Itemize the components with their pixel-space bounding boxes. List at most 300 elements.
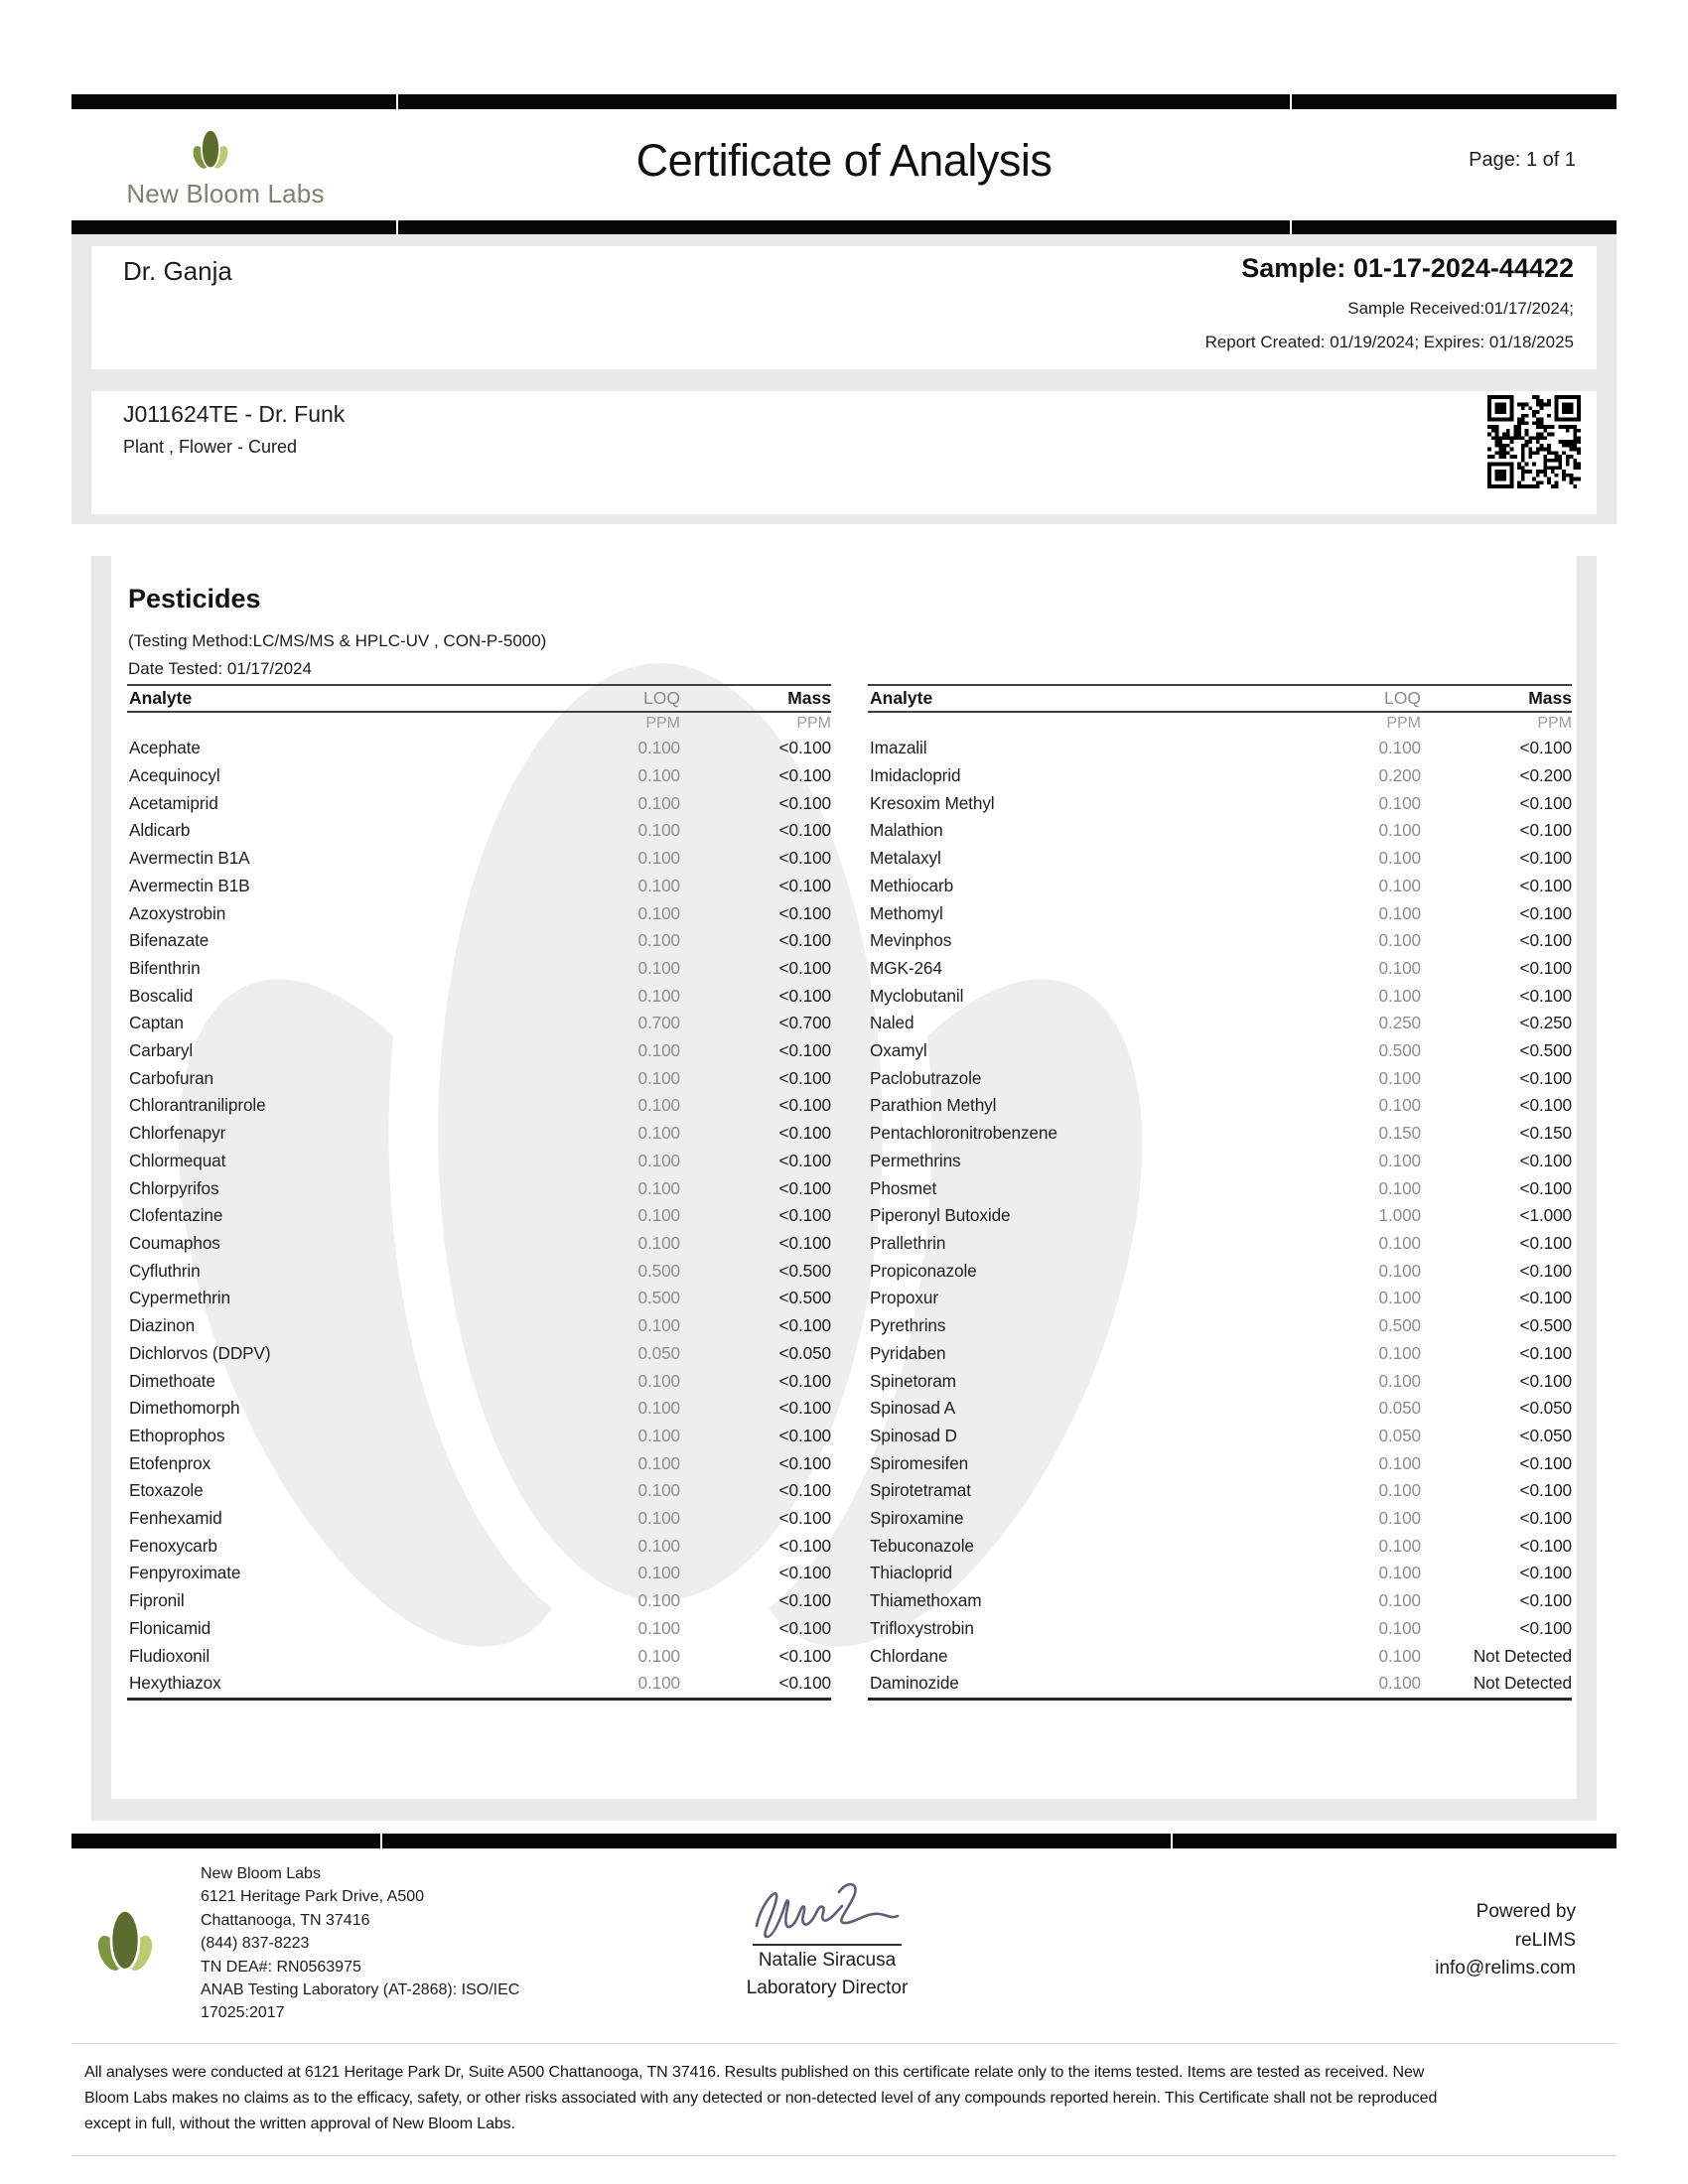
- mass-cell: <0.100: [778, 1617, 831, 1638]
- pesticide-table-right: [868, 684, 1572, 1701]
- analyte-cell: Daminozide: [870, 1673, 959, 1694]
- mass-cell: <0.100: [778, 985, 831, 1006]
- mass-cell: <0.100: [778, 902, 831, 923]
- analyte-cell: Tebuconazole: [870, 1535, 974, 1556]
- mass-cell: <0.100: [778, 848, 831, 869]
- table-row: [127, 817, 831, 845]
- analyte-cell: Ethoprophos: [129, 1425, 225, 1445]
- mass-cell: <0.500: [778, 1260, 831, 1281]
- mass-cell: <0.100: [778, 1315, 831, 1336]
- divider-segment: [398, 220, 1291, 234]
- pesticide-table-left-body: [127, 735, 831, 1701]
- table-row: [127, 1230, 831, 1258]
- table-row: [868, 1423, 1572, 1450]
- loq-cell: 0.100: [1378, 1233, 1421, 1253]
- disclaimer: [71, 2043, 1617, 2156]
- analyte-cell: Cypermethrin: [129, 1288, 230, 1308]
- analyte-cell: Chlorpyrifos: [129, 1177, 219, 1198]
- mass-cell: <0.100: [778, 1590, 831, 1611]
- analyte-cell: Dimethomorph: [129, 1398, 240, 1419]
- mass-cell: <0.100: [1519, 957, 1572, 978]
- lab-info-line: (844) 837-8223: [201, 1935, 310, 1953]
- analyte-cell: Propoxur: [870, 1288, 938, 1308]
- analyte-cell: Fenhexamid: [129, 1508, 222, 1529]
- table-row: [127, 1615, 831, 1643]
- signer-name: Natalie Siracusa: [758, 1950, 897, 1971]
- mass-cell: <0.100: [778, 738, 831, 758]
- table-row: [868, 1367, 1572, 1395]
- table-row: [127, 1148, 831, 1175]
- analyte-cell: Avermectin B1B: [129, 875, 250, 895]
- analyte-cell: Fenoxycarb: [129, 1535, 217, 1556]
- analyte-cell: Oxamyl: [870, 1040, 927, 1061]
- loq-cell: 0.100: [1378, 1645, 1421, 1666]
- loq-cell: 0.050: [1378, 1398, 1421, 1419]
- loq-cell: 0.100: [637, 1067, 680, 1088]
- mass-cell: <0.100: [778, 1370, 831, 1391]
- mass-cell: <0.100: [1519, 1067, 1572, 1088]
- loq-cell: 0.100: [1378, 1535, 1421, 1556]
- loq-cell: 0.100: [637, 765, 680, 786]
- analyte-cell: Methiocarb: [870, 875, 954, 895]
- loq-cell: 0.100: [637, 1205, 680, 1226]
- loq-cell: 0.100: [637, 1123, 680, 1144]
- table-row: [868, 1148, 1572, 1175]
- table-row: [127, 927, 831, 955]
- sample-id-name: J011624TE - Dr. Funk: [123, 401, 346, 427]
- table-row: [868, 1202, 1572, 1230]
- table-units-row: [868, 713, 1572, 735]
- table-row: [127, 1560, 831, 1587]
- disclaimer-line: All analyses were conducted at 6121 Heritage Park Dr, Suite A500 Chattanooga, TN 37416. Results published on this certificate relate only to the items tested. Items are tested as received. New: [84, 2064, 1425, 2081]
- analyte-cell: Mevinphos: [870, 930, 952, 951]
- table-row: [127, 1257, 831, 1285]
- table-row: [868, 735, 1572, 762]
- signature-handwriting: [749, 1878, 904, 1944]
- loq-cell: 0.100: [637, 1535, 680, 1556]
- unit-ppm: PPM: [1386, 715, 1421, 732]
- table-row: [127, 1120, 831, 1148]
- section-frame-right: [1577, 556, 1597, 1799]
- lab-info-line: 6121 Heritage Park Drive, A500: [201, 1888, 425, 1906]
- analyte-cell: Pyridaben: [870, 1342, 946, 1363]
- analyte-cell: Paclobutrazole: [870, 1067, 982, 1088]
- analyte-cell: Propiconazole: [870, 1260, 977, 1281]
- loq-cell: 0.200: [1378, 765, 1421, 786]
- analyte-cell: Imidacloprid: [870, 765, 961, 786]
- pesticide-table-left: [127, 684, 831, 1701]
- loq-cell: 0.100: [637, 985, 680, 1006]
- analyte-cell: Piperonyl Butoxide: [870, 1205, 1011, 1226]
- mass-cell: <0.100: [1519, 738, 1572, 758]
- loq-cell: 0.100: [1378, 1067, 1421, 1088]
- mass-cell: <0.100: [1519, 1590, 1572, 1611]
- mass-cell: <0.700: [778, 1013, 831, 1033]
- table-row: [868, 1560, 1572, 1587]
- analyte-cell: Permethrins: [870, 1150, 961, 1170]
- loq-cell: 0.100: [637, 1177, 680, 1198]
- mass-cell: <0.100: [778, 820, 831, 841]
- mass-cell: <0.100: [1519, 1150, 1572, 1170]
- table-row: [127, 899, 831, 927]
- table-row: [127, 1202, 831, 1230]
- loq-cell: 0.150: [1378, 1123, 1421, 1144]
- analyte-cell: Chlormequat: [129, 1150, 226, 1170]
- analyte-cell: Avermectin B1A: [129, 848, 250, 869]
- table-row: [868, 1230, 1572, 1258]
- table-row: [868, 1395, 1572, 1423]
- mass-cell: <0.150: [1519, 1123, 1572, 1144]
- analyte-cell: Chlordane: [870, 1645, 948, 1666]
- mass-cell: <0.200: [1519, 765, 1572, 786]
- lab-info-line: New Bloom Labs: [201, 1865, 321, 1882]
- mass-cell: <0.100: [1519, 792, 1572, 813]
- loq-cell: 0.100: [637, 1590, 680, 1611]
- table-row: [127, 1339, 831, 1367]
- pesticide-table-right-body: [868, 735, 1572, 1701]
- unit-ppm: PPM: [796, 715, 831, 732]
- analyte-cell: Carbofuran: [129, 1067, 213, 1088]
- loq-cell: 0.100: [1378, 1480, 1421, 1501]
- table-row: [868, 1010, 1572, 1037]
- mass-cell: <0.100: [778, 792, 831, 813]
- analyte-cell: Fludioxonil: [129, 1645, 211, 1666]
- analyte-cell: Bifenthrin: [129, 957, 201, 978]
- loq-cell: 0.100: [1378, 1177, 1421, 1198]
- mass-cell: <0.100: [778, 1425, 831, 1445]
- top-divider-bar: [71, 94, 1617, 109]
- loq-cell: 0.100: [637, 1233, 680, 1253]
- report-created-expires: Report Created: 01/19/2024; Expires: 01/18/2025: [1204, 333, 1574, 351]
- analyte-cell: Thiacloprid: [870, 1563, 952, 1583]
- mass-cell: <0.100: [1519, 1288, 1572, 1308]
- sample-number: Sample: 01-17-2024-44422: [1241, 253, 1574, 283]
- loq-cell: 0.100: [637, 902, 680, 923]
- table-row: [868, 955, 1572, 983]
- table-row: [127, 1037, 831, 1065]
- table-row: [868, 982, 1572, 1010]
- analyte-cell: Myclobutanil: [870, 985, 964, 1006]
- mass-cell: <0.050: [1519, 1398, 1572, 1419]
- mass-cell: <0.100: [778, 1150, 831, 1170]
- table-row: [127, 1312, 831, 1340]
- analyte-cell: Spirotetramat: [870, 1480, 971, 1501]
- table-row: [868, 1174, 1572, 1202]
- table-row: [868, 1670, 1572, 1698]
- analyte-cell: Acetamiprid: [129, 792, 218, 813]
- loq-cell: 0.100: [637, 1095, 680, 1116]
- table-row: [127, 982, 831, 1010]
- powered-by-email: info@relims.com: [1435, 1958, 1576, 1979]
- mass-cell: <0.100: [778, 1535, 831, 1556]
- powered-by-brand: reLIMS: [1514, 1929, 1576, 1951]
- loq-cell: 0.100: [1378, 1673, 1421, 1694]
- analyte-cell: Acequinocyl: [129, 765, 220, 786]
- mass-cell: <0.100: [1519, 1617, 1572, 1638]
- loq-cell: 0.500: [1378, 1040, 1421, 1061]
- mass-cell: <0.100: [1519, 1342, 1572, 1363]
- divider-segment: [1292, 94, 1617, 109]
- col-loq: LOQ: [1384, 688, 1421, 708]
- mass-cell: <0.100: [1519, 1260, 1572, 1281]
- mass-cell: <0.100: [1519, 1480, 1572, 1501]
- loq-cell: 0.700: [637, 1013, 680, 1033]
- table-row: [127, 1532, 831, 1560]
- analyte-cell: Flonicamid: [129, 1617, 211, 1638]
- brand-name: New Bloom Labs: [126, 179, 325, 208]
- loq-cell: 0.100: [637, 1452, 680, 1473]
- analyte-cell: Clofentazine: [129, 1205, 223, 1226]
- mass-cell: <0.100: [778, 1452, 831, 1473]
- divider-segment: [71, 220, 396, 234]
- mass-cell: <0.100: [1519, 875, 1572, 895]
- loq-cell: 0.100: [1378, 930, 1421, 951]
- loq-cell: 0.100: [637, 1617, 680, 1638]
- col-analyte: Analyte: [870, 688, 933, 708]
- unit-ppm: PPM: [1537, 715, 1572, 732]
- loq-cell: 0.250: [1378, 1013, 1421, 1033]
- analyte-cell: Malathion: [870, 820, 943, 841]
- lab-info-line: TN DEA#: RN0563975: [201, 1958, 361, 1976]
- mass-cell: <0.100: [778, 1673, 831, 1694]
- analyte-cell: Methomyl: [870, 902, 943, 923]
- divider-segment: [382, 1834, 1171, 1848]
- table-row: [868, 1642, 1572, 1670]
- table-row: [127, 735, 831, 762]
- table-row: [127, 762, 831, 790]
- table-header: [127, 684, 831, 713]
- table-row: [868, 1312, 1572, 1340]
- mass-cell: <0.100: [1519, 1452, 1572, 1473]
- analyte-cell: Fenpyroximate: [129, 1563, 241, 1583]
- table-row: [868, 873, 1572, 900]
- mass-cell: <0.100: [778, 765, 831, 786]
- loq-cell: 0.100: [637, 1040, 680, 1061]
- mass-cell: <0.100: [778, 1645, 831, 1666]
- mass-cell: <0.500: [778, 1288, 831, 1308]
- analyte-cell: Metalaxyl: [870, 848, 941, 869]
- lab-info-line: 17025:2017: [201, 2004, 285, 2022]
- loq-cell: 0.100: [637, 1150, 680, 1170]
- table-row: [127, 1505, 831, 1533]
- analyte-cell: Etoxazole: [129, 1480, 204, 1501]
- mass-cell: <0.100: [1519, 848, 1572, 869]
- mass-cell: <0.250: [1519, 1013, 1572, 1033]
- mass-cell: Not Detected: [1473, 1645, 1572, 1666]
- loq-cell: 0.100: [637, 1315, 680, 1336]
- analyte-cell: Hexythiazox: [129, 1673, 221, 1694]
- divider-segment: [71, 1834, 380, 1848]
- mass-cell: <0.100: [1519, 820, 1572, 841]
- loq-cell: 0.100: [637, 848, 680, 869]
- mass-cell: <0.100: [778, 1040, 831, 1061]
- table-row: [868, 1037, 1572, 1065]
- loq-cell: 0.100: [637, 820, 680, 841]
- loq-cell: 0.500: [637, 1260, 680, 1281]
- analyte-cell: Thiamethoxam: [870, 1590, 982, 1611]
- analyte-cell: Chlorfenapyr: [129, 1123, 226, 1144]
- mass-cell: <1.000: [1519, 1205, 1572, 1226]
- analyte-cell: Chlorantraniliprole: [129, 1095, 266, 1116]
- loq-cell: 0.100: [637, 1398, 680, 1419]
- mid-divider-bar: [71, 220, 1617, 234]
- table-row: [868, 899, 1572, 927]
- client-name: Dr. Ganja: [123, 256, 232, 286]
- table-row: [868, 1339, 1572, 1367]
- table-row: [868, 927, 1572, 955]
- sample-matrix: Plant , Flower - Cured: [123, 437, 298, 457]
- testing-method: (Testing Method:LC/MS/MS & HPLC-UV , CON-P-5000): [128, 631, 547, 650]
- qr-code: [1487, 395, 1581, 488]
- table-row: [127, 1395, 831, 1423]
- loq-cell: 0.100: [1378, 875, 1421, 895]
- table-header: [868, 684, 1572, 713]
- disclaimer-line: Bloom Labs makes no claims as to the efficacy, safety, or other risks associated with any detected or non-detected level of any compounds reported herein. This Certificate shall not be reproduced: [84, 2090, 1438, 2107]
- analyte-cell: Captan: [129, 1013, 184, 1033]
- powered-by-block: [1435, 1898, 1576, 1983]
- mass-cell: <0.100: [778, 1123, 831, 1144]
- mass-cell: <0.050: [778, 1342, 831, 1363]
- analyte-cell: Bifenazate: [129, 930, 210, 951]
- mass-cell: <0.050: [1519, 1425, 1572, 1445]
- table-row: [868, 817, 1572, 845]
- loq-cell: 0.100: [1378, 1260, 1421, 1281]
- divider-segment: [71, 94, 396, 109]
- table-row: [868, 1285, 1572, 1312]
- mass-cell: <0.100: [1519, 985, 1572, 1006]
- loq-cell: 0.500: [637, 1288, 680, 1308]
- table-row: [127, 1449, 831, 1477]
- loq-cell: 0.100: [1378, 1150, 1421, 1170]
- loq-cell: 0.100: [637, 1425, 680, 1445]
- lab-contact-info: [201, 1862, 519, 2025]
- loq-cell: 0.100: [637, 792, 680, 813]
- loq-cell: 0.100: [1378, 1095, 1421, 1116]
- table-row: [127, 1285, 831, 1312]
- mass-cell: <0.100: [778, 930, 831, 951]
- table-row: [127, 955, 831, 983]
- table-row: [868, 1257, 1572, 1285]
- mass-cell: <0.100: [1519, 1563, 1572, 1583]
- mass-cell: <0.100: [778, 1205, 831, 1226]
- mass-cell: <0.100: [1519, 1233, 1572, 1253]
- date-tested: Date Tested: 01/17/2024: [128, 659, 312, 678]
- loq-cell: 0.100: [637, 1508, 680, 1529]
- loq-cell: 0.500: [1378, 1315, 1421, 1336]
- analyte-cell: Fipronil: [129, 1590, 185, 1611]
- loq-cell: 0.050: [1378, 1425, 1421, 1445]
- analyte-cell: Cyfluthrin: [129, 1260, 201, 1281]
- loq-cell: 0.100: [637, 1673, 680, 1694]
- analyte-cell: Phosmet: [870, 1177, 937, 1198]
- powered-by-label: Powered by: [1476, 1901, 1576, 1922]
- loq-cell: 0.100: [637, 1645, 680, 1666]
- mass-cell: <0.100: [1519, 1095, 1572, 1116]
- mass-cell: <0.100: [1519, 1370, 1572, 1391]
- table-row: [127, 845, 831, 873]
- table-row: [127, 1423, 831, 1450]
- section-frame-left: [91, 556, 111, 1799]
- table-row: [127, 1010, 831, 1037]
- disclaimer-line: except in full, without the written approval of New Bloom Labs.: [84, 2116, 515, 2132]
- divider-segment: [398, 94, 1291, 109]
- mass-cell: <0.100: [778, 1480, 831, 1501]
- table-row: [868, 1532, 1572, 1560]
- loq-cell: 0.100: [637, 738, 680, 758]
- mass-cell: <0.100: [778, 875, 831, 895]
- table-units-row: [127, 713, 831, 735]
- loq-cell: 1.000: [1378, 1205, 1421, 1226]
- table-row: [127, 873, 831, 900]
- loq-cell: 0.100: [637, 1480, 680, 1501]
- analyte-cell: Naled: [870, 1013, 914, 1033]
- table-row: [868, 1505, 1572, 1533]
- new-bloom-labs-logo-icon: [97, 1904, 153, 1985]
- col-analyte: Analyte: [129, 688, 193, 708]
- loq-cell: 0.100: [1378, 985, 1421, 1006]
- analyte-cell: Spinosad D: [870, 1425, 957, 1445]
- loq-cell: 0.100: [1378, 1288, 1421, 1308]
- analyte-cell: Dichlorvos (DDPV): [129, 1342, 271, 1363]
- col-mass: Mass: [1528, 688, 1572, 708]
- loq-cell: 0.100: [1378, 1452, 1421, 1473]
- table-row: [868, 1477, 1572, 1505]
- table-row: [127, 1642, 831, 1670]
- table-row: [868, 1587, 1572, 1615]
- analyte-cell: Pyrethrins: [870, 1315, 946, 1336]
- col-mass: Mass: [787, 688, 831, 708]
- loq-cell: 0.050: [637, 1342, 680, 1363]
- mass-cell: <0.100: [778, 957, 831, 978]
- table-row: [127, 1587, 831, 1615]
- mass-cell: <0.100: [778, 1563, 831, 1583]
- loq-cell: 0.100: [1378, 1563, 1421, 1583]
- mass-cell: <0.100: [1519, 930, 1572, 951]
- col-loq: LOQ: [643, 688, 680, 708]
- lab-info-line: ANAB Testing Laboratory (AT-2868): ISO/IEC: [201, 1981, 520, 1999]
- analyte-cell: Trifloxystrobin: [870, 1617, 974, 1638]
- analyte-cell: Pentachloronitrobenzene: [870, 1123, 1057, 1144]
- table-row: [127, 1092, 831, 1120]
- table-row: [868, 1120, 1572, 1148]
- loq-cell: 0.100: [637, 1563, 680, 1583]
- analyte-cell: Azoxystrobin: [129, 902, 226, 923]
- page-title: Certificate of Analysis: [635, 135, 1053, 186]
- table-row: [868, 1092, 1572, 1120]
- table-row: [127, 1477, 831, 1505]
- loq-cell: 0.100: [637, 1370, 680, 1391]
- table-row: [868, 1064, 1572, 1092]
- analyte-cell: Acephate: [129, 738, 201, 758]
- section-title: Pesticides: [128, 584, 261, 614]
- table-row: [127, 1367, 831, 1395]
- footer-divider-bar: [71, 1834, 1617, 1848]
- analyte-cell: Diazinon: [129, 1315, 196, 1336]
- mass-cell: Not Detected: [1473, 1673, 1572, 1694]
- table-row: [868, 1449, 1572, 1477]
- analyte-cell: Kresoxim Methyl: [870, 792, 995, 813]
- analyte-cell: Spiroxamine: [870, 1508, 964, 1529]
- table-row: [127, 1174, 831, 1202]
- table-row: [868, 845, 1572, 873]
- loq-cell: 0.100: [1378, 957, 1421, 978]
- analyte-cell: Etofenprox: [129, 1452, 211, 1473]
- loq-cell: 0.100: [1378, 1508, 1421, 1529]
- table-row: [127, 1064, 831, 1092]
- mass-cell: <0.100: [1519, 1508, 1572, 1529]
- analyte-cell: Dimethoate: [129, 1370, 215, 1391]
- analyte-cell: Prallethrin: [870, 1233, 946, 1253]
